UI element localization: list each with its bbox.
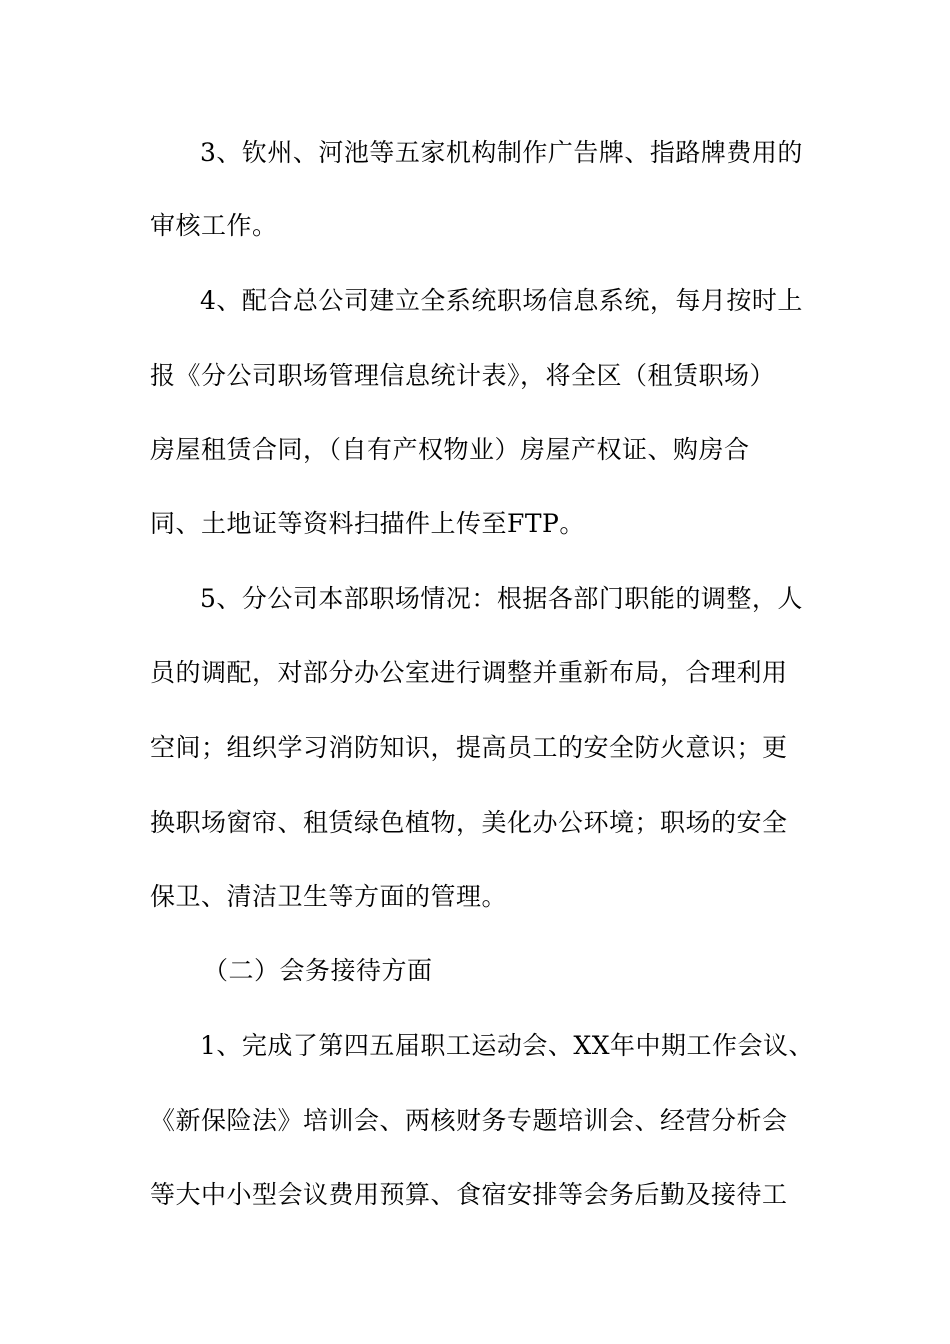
paragraph-1-line-1: 1、完成了第四五届职工运动会、XX年中期工作会议、 — [200, 1031, 815, 1060]
paragraph-3-line-1: 3、钦州、河池等五家机构制作广告牌、指路牌费用的 — [200, 138, 803, 167]
paragraph-4-line-3: 房屋租赁合同，（自有产权物业）房屋产权证、购房合 — [150, 435, 750, 464]
paragraph-4-line-2: 报《分公司职场管理信息统计表》，将全区（租赁职场） — [150, 361, 776, 390]
paragraph-5-line-5: 保卫、清洁卫生等方面的管理。 — [150, 882, 508, 911]
paragraph-5-line-3: 空间；组织学习消防知识，提高员工的安全防火意识；更 — [150, 733, 788, 762]
paragraph-1-line-2: 《新保险法》培训会、两核财务专题培训会、经营分析会 — [150, 1106, 788, 1135]
paragraph-5-line-4: 换职场窗帘、租赁绿色植物，美化办公环境；职场的安全 — [150, 808, 788, 837]
paragraph-1-line-3: 等大中小型会议费用预算、食宿安排等会务后勤及接待工 — [150, 1180, 788, 1209]
paragraph-4-line-4: 同、土地证等资料扫描件上传至FTP。 — [150, 509, 585, 538]
paragraph-5-line-2: 员的调配，对部分办公室进行调整并重新布局，合理利用 — [150, 658, 788, 687]
paragraph-4-line-1: 4、配合总公司建立全系统职场信息系统，每月按时上 — [200, 286, 803, 315]
section-heading: （二）会务接待方面 — [203, 956, 433, 985]
paragraph-5-line-1: 5、分公司本部职场情况：根据各部门职能的调整，人 — [200, 584, 803, 613]
paragraph-3-line-2: 审核工作。 — [150, 211, 278, 240]
